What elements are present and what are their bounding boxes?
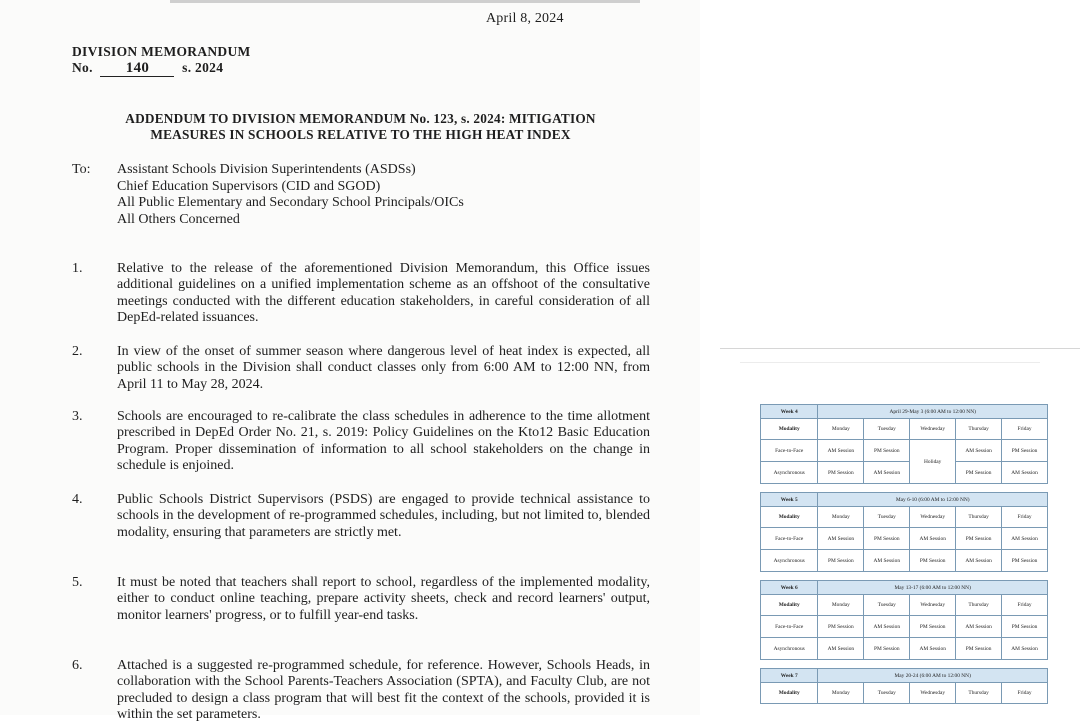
faint-rule bbox=[740, 362, 1040, 363]
blank-area bbox=[720, 0, 1080, 330]
schedule-week-6 bbox=[760, 580, 1048, 660]
paragraph-number: 4. bbox=[72, 492, 83, 507]
week-label: Week 7 bbox=[761, 669, 818, 683]
divider bbox=[720, 348, 1080, 349]
session-cell: AM Session bbox=[864, 462, 910, 484]
memo-title: ADDENDUM TO DIVISION MEMORANDUM No. 123, s. 2024: MITIGATION MEASURES IN SCHOOLS RELATIVE TO THE HIGH HEAT INDEX bbox=[125, 111, 596, 142]
session-cell: PM Session bbox=[818, 462, 864, 484]
col-day: Tuesday bbox=[864, 507, 910, 528]
week-range: May 20-24 (6:00 AM to 12:00 NN) bbox=[818, 669, 1048, 683]
session-cell: PM Session bbox=[818, 550, 864, 572]
session-cell: PM Session bbox=[910, 550, 956, 572]
week-range: May 13-17 (6:00 AM to 12:00 NN) bbox=[818, 581, 1048, 595]
row-label: Face-to-Face bbox=[761, 528, 818, 550]
col-day: Tuesday bbox=[864, 595, 910, 616]
paragraph-text: Schools are encouraged to re-calibrate the class schedules in adherence to the time allotment prescribed in DepEd Order No. 21, s. 2019: Policy Guidelines on the Kto12 Basic Education Program. Proper dissemination of information to all school stakeholders on the change in schedule is enjoined. bbox=[117, 409, 650, 473]
schedule-week-4 bbox=[760, 404, 1048, 484]
col-day: Friday bbox=[1002, 683, 1048, 704]
row-label: Asynchronous bbox=[761, 462, 818, 484]
week-label: Week 6 bbox=[761, 581, 818, 595]
col-day: Thursday bbox=[956, 419, 1002, 440]
memo-number-line bbox=[72, 60, 251, 77]
top-rule bbox=[170, 0, 640, 3]
session-cell: PM Session bbox=[864, 638, 910, 660]
col-day: Friday bbox=[1002, 595, 1048, 616]
row-label: Asynchronous bbox=[761, 550, 818, 572]
paragraph-number: 6. bbox=[72, 658, 83, 673]
recipient: All Others Concerned bbox=[117, 211, 240, 227]
col-day: Wednesday bbox=[910, 683, 956, 704]
recipient: Assistant Schools Division Superintendents (ASDSs) bbox=[117, 162, 416, 177]
col-day: Thursday bbox=[956, 683, 1002, 704]
paragraph-number: 5. bbox=[72, 575, 83, 590]
session-cell: PM Session bbox=[910, 616, 956, 638]
session-cell: AM Session bbox=[818, 528, 864, 550]
to-label: To: bbox=[72, 162, 91, 177]
col-day: Tuesday bbox=[864, 683, 910, 704]
week-label: Week 5 bbox=[761, 493, 818, 507]
schedule-week-7 bbox=[760, 668, 1048, 704]
session-cell: PM Session bbox=[956, 528, 1002, 550]
paragraph-5 bbox=[72, 575, 650, 624]
session-cell: AM Session bbox=[910, 528, 956, 550]
paragraph-6 bbox=[72, 658, 650, 723]
session-cell: PM Session bbox=[1002, 616, 1048, 638]
session-cell: PM Session bbox=[864, 528, 910, 550]
col-day: Wednesday bbox=[910, 419, 956, 440]
col-modality: Modality bbox=[761, 683, 818, 704]
paragraph-text: Public Schools District Supervisors (PSDS) are engaged to provide technical assistance to schools in the development of re-programmed schedules, including, but not limited to, blended modality, ensuring that parameters are strictly met. bbox=[117, 492, 650, 540]
row-label: Face-to-Face bbox=[761, 616, 818, 638]
paragraph-2 bbox=[72, 344, 650, 393]
schedule-week-5 bbox=[760, 492, 1048, 572]
memo-number: 140 bbox=[100, 60, 174, 77]
col-day: Thursday bbox=[956, 507, 1002, 528]
paragraph-number: 2. bbox=[72, 344, 83, 359]
session-cell: AM Session bbox=[864, 550, 910, 572]
row-label: Face-to-Face bbox=[761, 440, 818, 462]
col-modality: Modality bbox=[761, 595, 818, 616]
row-label: Asynchronous bbox=[761, 638, 818, 660]
memo-series: s. 2024 bbox=[182, 60, 224, 75]
col-day: Friday bbox=[1002, 419, 1048, 440]
session-cell: AM Session bbox=[956, 550, 1002, 572]
paragraph-text: In view of the onset of summer season where dangerous level of heat index is expected, all public schools in the Division shall conduct classes only from 6:00 AM to 12:00 NN, from April 11 to May 28, 2024. bbox=[117, 344, 650, 392]
col-day: Tuesday bbox=[864, 419, 910, 440]
col-day: Thursday bbox=[956, 595, 1002, 616]
col-modality: Modality bbox=[761, 507, 818, 528]
holiday-cell: Holiday bbox=[910, 440, 956, 484]
paragraph-4 bbox=[72, 492, 650, 541]
col-day: Monday bbox=[818, 507, 864, 528]
recipient: All Public Elementary and Secondary School Principals/OICs bbox=[117, 195, 464, 210]
col-day: Friday bbox=[1002, 507, 1048, 528]
session-cell: PM Session bbox=[1002, 440, 1048, 462]
col-day: Wednesday bbox=[910, 595, 956, 616]
paragraph-number: 3. bbox=[72, 409, 83, 424]
paragraph-3 bbox=[72, 409, 650, 474]
col-day: Monday bbox=[818, 683, 864, 704]
col-day: Monday bbox=[818, 419, 864, 440]
session-cell: PM Session bbox=[1002, 550, 1048, 572]
session-cell: AM Session bbox=[864, 616, 910, 638]
week-range: April 29-May 3 (6:00 AM to 12:00 NN) bbox=[818, 405, 1048, 419]
session-cell: AM Session bbox=[1002, 528, 1048, 550]
paragraph-text: Attached is a suggested re-programmed schedule, for reference. However, Schools Heads, in collaboration with the School Parents-Teachers Association (SPTA), and Faculty Club, are not precluded to design a class program that will best fit the context of the schools, provided it is within the set parameters. bbox=[117, 658, 650, 722]
session-cell: PM Session bbox=[956, 638, 1002, 660]
session-cell: AM Session bbox=[956, 440, 1002, 462]
week-label: Week 4 bbox=[761, 405, 818, 419]
recipient-list bbox=[117, 162, 464, 228]
paragraph-text: Relative to the release of the aforementioned Division Memorandum, this Office issues additional guidelines on a unified implementation scheme as an offshoot of the consultative meetings conducted with the different education stakeholders, in careful consideration of all DepEd-related issuances. bbox=[117, 261, 650, 325]
session-cell: AM Session bbox=[956, 616, 1002, 638]
paragraph-1 bbox=[72, 261, 650, 326]
col-day: Monday bbox=[818, 595, 864, 616]
session-cell: AM Session bbox=[818, 638, 864, 660]
session-cell: AM Session bbox=[1002, 638, 1048, 660]
col-day: Wednesday bbox=[910, 507, 956, 528]
paragraph-number: 1. bbox=[72, 261, 83, 276]
session-cell: AM Session bbox=[1002, 462, 1048, 484]
session-cell: PM Session bbox=[956, 462, 1002, 484]
recipient: Chief Education Supervisors (CID and SGOD) bbox=[117, 178, 381, 194]
memo-type: DIVISION MEMORANDUM bbox=[72, 44, 251, 59]
memo-date: April 8, 2024 bbox=[486, 11, 564, 26]
session-cell: AM Session bbox=[910, 638, 956, 660]
session-cell: PM Session bbox=[864, 440, 910, 462]
memo-header bbox=[72, 44, 251, 77]
session-cell: AM Session bbox=[818, 440, 864, 462]
session-cell: PM Session bbox=[818, 616, 864, 638]
memo-no-label: No. bbox=[72, 60, 93, 75]
col-modality: Modality bbox=[761, 419, 818, 440]
week-range: May 6-10 (6:00 AM to 12:00 NN) bbox=[818, 493, 1048, 507]
schedule-tables bbox=[760, 404, 1048, 712]
paragraph-text: It must be noted that teachers shall report to school, regardless of the implemented modality, either to conduct online teaching, prepare activity sheets, check and record learners' output, monitor learners' progress, or to fulfill year-end tasks. bbox=[117, 575, 650, 623]
